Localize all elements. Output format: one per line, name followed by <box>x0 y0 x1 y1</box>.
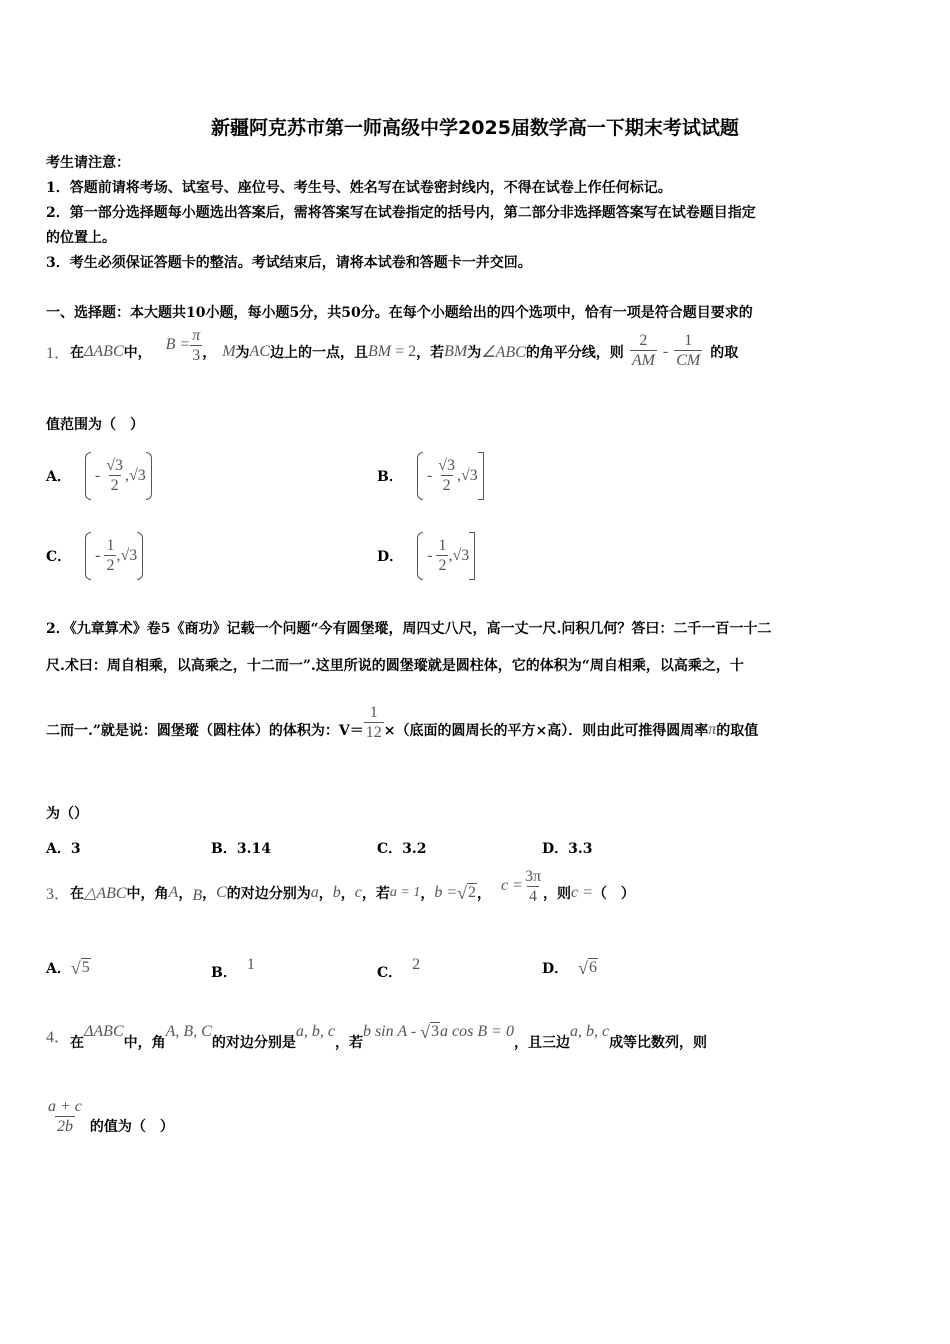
q3-option-a[interactable]: A． √ 5 <box>46 958 90 978</box>
notice-heading: 考生请注意： <box>46 155 130 171</box>
q1-side-ac: AC <box>249 342 270 360</box>
q1-option-b[interactable]: B． - $\frac{√3}{2}$ ,√3 <box>377 452 484 500</box>
q1-pi-over-3: $\frac{\pi}{3}$ <box>192 327 201 364</box>
q3-option-c[interactable]: C． 2 <box>377 956 421 981</box>
q2-line2: 尺.术曰：周自相乘，以高乘之，十二而一”.这里所说的圆堡瑽就是圆柱体，它的体积为“周自相乘，以高乘之，十 <box>46 658 744 674</box>
q2-option-d[interactable]: D．3.3 <box>542 841 593 857</box>
q1-point-m: M <box>222 342 236 360</box>
q1-angle-abc: ∠ABC <box>481 343 526 361</box>
q3-option-b[interactable]: B． 1 <box>211 956 255 981</box>
q3-option-d[interactable]: D． √ 6 <box>542 958 598 978</box>
q1-fraction-2-am: $\frac{2}{AM}$ <box>631 332 655 369</box>
notice-item: 的位置上。 <box>46 230 116 246</box>
q2-fraction-1-12: $\frac{1}{12}$ <box>365 704 382 741</box>
q1-option-c[interactable]: C． - $\frac{1}{2}$ ,√3 <box>46 532 143 580</box>
q1-line2: 值范围为（ ） <box>46 417 144 433</box>
page-title: 新疆阿克苏市第一师高级中学2025届数学高一下期末考试试题 <box>211 117 739 139</box>
q2-option-a[interactable]: A．3 <box>46 841 81 857</box>
q2-line3: 二而一.”就是说：圆堡瑽（圆柱体）的体积为：V＝ $\frac{1}{12}$ ×（底面的圆周长的平方×高）．则由此可推得圆周率 π 的取值 <box>46 704 759 741</box>
q2-line4: 为（） <box>46 806 88 822</box>
question-4: 4． 在 ΔABC 中，角 A, B, C 的对边分别是 a, b, c ，若 b sin A - √ 3 a cos B = 0 ，且三边 a, b, c 成等比数列，则 <box>46 1022 708 1051</box>
q2-pi: π <box>708 720 717 738</box>
q1-option-d[interactable]: D． - $\frac{1}{2}$ ,√3 <box>377 532 475 580</box>
q2-line1: 2．《九章算术》卷5《商功》记载一个问题“今有圆堡瑽，周四丈八尺，高一丈一尺.问积几何？答曰：二千一百一十二 <box>46 621 772 637</box>
q1-text: 中， <box>123 344 152 361</box>
q4-fraction-a-plus-c-over-2b: $\frac{a + c}{2b}$ <box>48 1098 82 1135</box>
q3-sqrt-2: √ 2 <box>457 882 477 903</box>
q1-angle-b: B = <box>165 335 191 353</box>
question-1: 1． 在 ΔABC 中， B = $\frac{\pi}{3}$ ， M 为 AC 边上的一点，且 BM = 2 ，若 BM 为 ∠ABC 的角平分线，则 $\frac{2}{AM}$ - $\frac{1}{CM}$ 的取 <box>46 327 739 369</box>
q1-bm: BM <box>368 342 392 360</box>
q1-fraction-1-cm: $\frac{1}{CM}$ <box>676 332 701 369</box>
notice-item: 2．第一部分选择题每小题选出答案后，需将答案写在试卷指定的括号内，第二部分非选择题答案写在试卷题目指定 <box>46 205 756 221</box>
q2-option-c[interactable]: C．3.2 <box>377 841 427 857</box>
q1-triangle: ΔABC <box>84 342 124 360</box>
q1-number: 1． <box>46 345 71 362</box>
q1-text: 在 <box>70 344 85 361</box>
section-heading: 一、选择题：本大题共10小题，每小题5分，共50分。在每个小题给出的四个选项中，恰有一项是符合题目要求的 <box>46 305 753 321</box>
notice-item: 3．考生必须保证答题卡的整洁。考试结束后，请将本试卷和答题卡一并交回。 <box>46 255 532 271</box>
q3-fraction-3pi-4: $\frac{3\pi}{4}$ <box>524 868 542 905</box>
q4-line2: $\frac{a + c}{2b}$ 的值为（ ） <box>48 1098 174 1135</box>
q2-option-b[interactable]: B．3.14 <box>211 841 271 857</box>
notice-item: 1．答题前请将考场、试室号、座位号、考生号、姓名写在试卷密封线内，不得在试卷上作任何标记。 <box>46 180 672 196</box>
question-3: 3． 在 △ABC 中，角 A ， B ， C 的对边分别为 a ， b ， c ，若 a = 1 ， b = √ 2 ， c = $\frac{3\pi}{4}$ ，则 c = （ ） <box>46 868 635 905</box>
q1-option-a[interactable]: A． - $\frac{√3}{2}$ ,√3 <box>46 452 152 500</box>
